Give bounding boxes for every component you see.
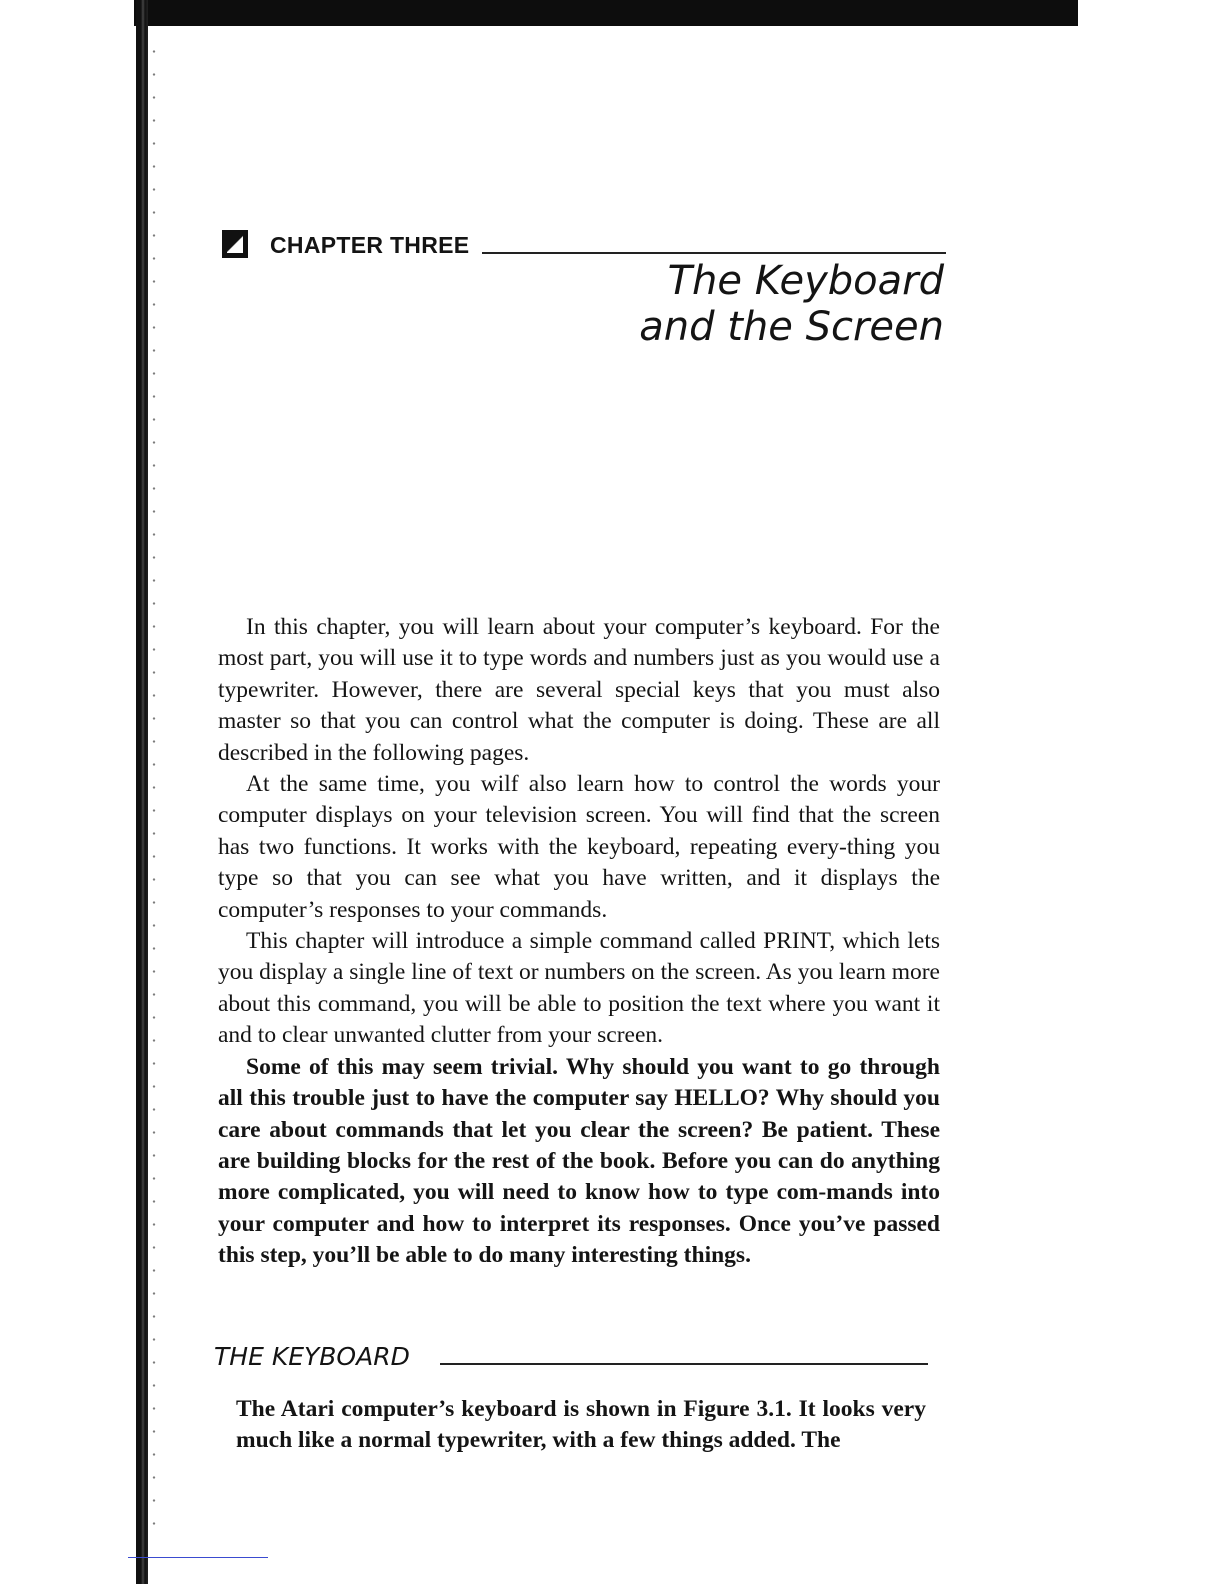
chapter-intro-text	[218, 612, 940, 1272]
chapter-title-line-2: and the Screen	[639, 304, 944, 350]
chapter-title-line-1: The Keyboard	[667, 258, 944, 304]
section-rule	[440, 1363, 928, 1365]
chapter-marker-icon	[222, 230, 248, 258]
chapter-rule	[482, 252, 946, 254]
chapter-title	[639, 258, 944, 350]
scan-bottom-mark	[128, 1557, 268, 1558]
section-heading: THE KEYBOARD	[214, 1342, 410, 1371]
paragraph-1: In this chapter, you will learn about your computer’s keyboard. For the most part, you will use it to type words and numbers just as you would use a typewriter. However, there are several special keys that you must also master so that you can control what the computer is doing. These are all described in the following pages.	[218, 614, 940, 766]
book-spine-shadow	[136, 0, 148, 1584]
section-text	[236, 1394, 926, 1457]
scan-noise	[150, 40, 158, 1540]
paragraph-2: At the same time, you wilf also learn how to control the words your computer displays on your television screen. You will find that the screen has two functions. It works with the keyboard, repeating every-thing you type so that you can see what you have written, and it displays the computer’s responses to your commands.	[218, 771, 940, 923]
chapter-label: CHAPTER THREE	[270, 232, 470, 258]
paragraph-3: This chapter will introduce a simple command called PRINT, which lets you display a single line of text or numbers on the screen. As you learn more about this command, you will be able to position the text where you want it and to clear unwanted clutter from your screen.	[218, 928, 940, 1049]
scan-top-edge	[134, 0, 1078, 26]
section-paragraph: The Atari computer’s keyboard is shown in Figure 3.1. It looks very much like a normal typewriter, with a few things added. The	[236, 1396, 926, 1454]
paragraph-4: Some of this may seem trivial. Why should you want to go through all this trouble just to have the computer say HELLO? Why should you care about commands that let you clear the screen? Be patient. These are building blocks for the rest of the book. Before you can do anything more complicated, you will need to know how to type com-mands into your computer and how to interpret its responses. Once you’ve passed this step, you’ll be able to do many interesting things.	[218, 1053, 940, 1269]
section-header	[214, 1342, 928, 1376]
